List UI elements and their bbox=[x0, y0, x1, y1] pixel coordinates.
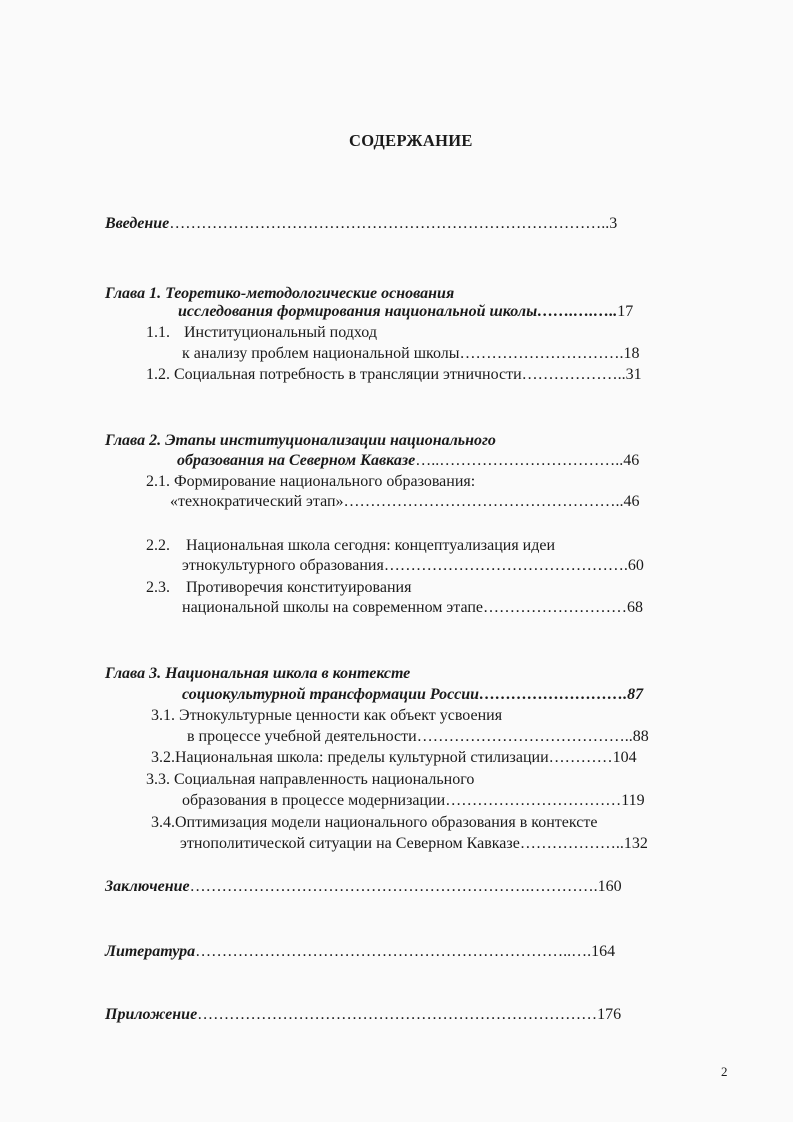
page-number: 2 bbox=[721, 1064, 728, 1079]
toc-leader: ……………………………………………………….…………. bbox=[189, 878, 598, 895]
section-3-4-line2: этнополитической ситуации на Северном Кавказе………………..132 bbox=[180, 835, 648, 852]
toc-page-number: 176 bbox=[597, 1006, 622, 1023]
toc-page-number: 46 bbox=[623, 493, 640, 510]
chapter-1-title-line1: Глава 1. Теоретико-методологические основания bbox=[105, 285, 455, 302]
toc-entry-conclusion bbox=[105, 877, 622, 897]
toc-page-number: 68 bbox=[627, 599, 644, 616]
toc-page-number: 132 bbox=[623, 835, 648, 852]
section-1-1-line1: 1.1. Институциональный подход bbox=[146, 324, 377, 341]
toc-entry-introduction bbox=[105, 214, 617, 234]
toc-leader: ……………………………………………………………………….. bbox=[169, 215, 610, 232]
toc-page-number: 60 bbox=[627, 557, 644, 574]
toc-label: Приложение bbox=[105, 1006, 198, 1023]
section-2-2-line2: этнокультурного образования……………………………………….60 bbox=[182, 557, 644, 574]
section-1-1-line2: к анализу проблем национальной школы………………………….18 bbox=[182, 345, 640, 362]
toc-page-number: 17 bbox=[617, 303, 634, 320]
chapter-1-title-line2: исследования формирования национальной школы…….….…..17 bbox=[178, 303, 634, 320]
section-3-3-line2: образования в процессе модернизации……………………………119 bbox=[182, 792, 645, 809]
toc-label: Заключение bbox=[105, 878, 190, 895]
toc-page-number: 3 bbox=[609, 215, 618, 232]
section-3-2: 3.2.Национальная школа: пределы культурной стилизации…………104 bbox=[151, 749, 637, 766]
section-2-3-line1: 2.3. Противоречия конституирования bbox=[146, 579, 412, 596]
toc-entry-appendix bbox=[105, 1005, 621, 1025]
toc-page-number: 119 bbox=[621, 792, 645, 809]
section-3-3-line1: 3.3. Социальная направленность национального bbox=[146, 771, 475, 788]
section-2-3-line2: национальной школы на современном этапе………………………68 bbox=[182, 599, 644, 616]
toc-page-number: 164 bbox=[591, 943, 616, 960]
section-2-1-line1: 2.1. Формирование национального образования: bbox=[146, 473, 476, 490]
toc-page-number: 87 bbox=[627, 686, 644, 703]
section-3-1-line2: в процессе учебной деятельности…………………………………..88 bbox=[187, 728, 649, 745]
toc-page-number: 160 bbox=[597, 878, 622, 895]
toc-page-number: 46 bbox=[623, 452, 640, 469]
section-2-1-line2: «технократический этап»……………………………………………..46 bbox=[170, 493, 640, 510]
toc-label: Введение bbox=[105, 215, 170, 232]
chapter-3-title-line2: социокультурной трансформации России……………………….87 bbox=[182, 686, 644, 703]
chapter-2-title-line1: Глава 2. Этапы институционализации национального bbox=[105, 432, 496, 449]
toc-label: Литература bbox=[105, 943, 196, 960]
page-title: СОДЕРЖАНИЕ bbox=[349, 131, 473, 150]
chapter-2-title-line2: образования на Северном Кавказе…..……………………………..46 bbox=[177, 452, 640, 469]
section-2-2-line1: 2.2. Национальная школа сегодня: концептуализация идеи bbox=[146, 537, 556, 554]
section-1-2: 1.2. Социальная потребность в трансляции этничности………………..31 bbox=[146, 366, 642, 383]
toc-page-number: 88 bbox=[632, 728, 649, 745]
chapter-3-title-line1: Глава 3. Национальная школа в контексте bbox=[105, 665, 411, 682]
toc-entry-literature bbox=[105, 942, 615, 962]
section-3-1-line1: 3.1. Этнокультурные ценности как объект усвоения bbox=[151, 707, 503, 724]
toc-leader: ………………………………………………………………… bbox=[197, 1006, 598, 1023]
toc-page-number: 18 bbox=[623, 345, 640, 362]
toc-leader: ……………………………………………………………..…. bbox=[195, 943, 592, 960]
toc-page-number: 31 bbox=[625, 366, 642, 383]
section-3-4-line1: 3.4.Оптимизация модели национального образования в контексте bbox=[151, 814, 598, 831]
toc-page-number: 104 bbox=[612, 749, 637, 766]
